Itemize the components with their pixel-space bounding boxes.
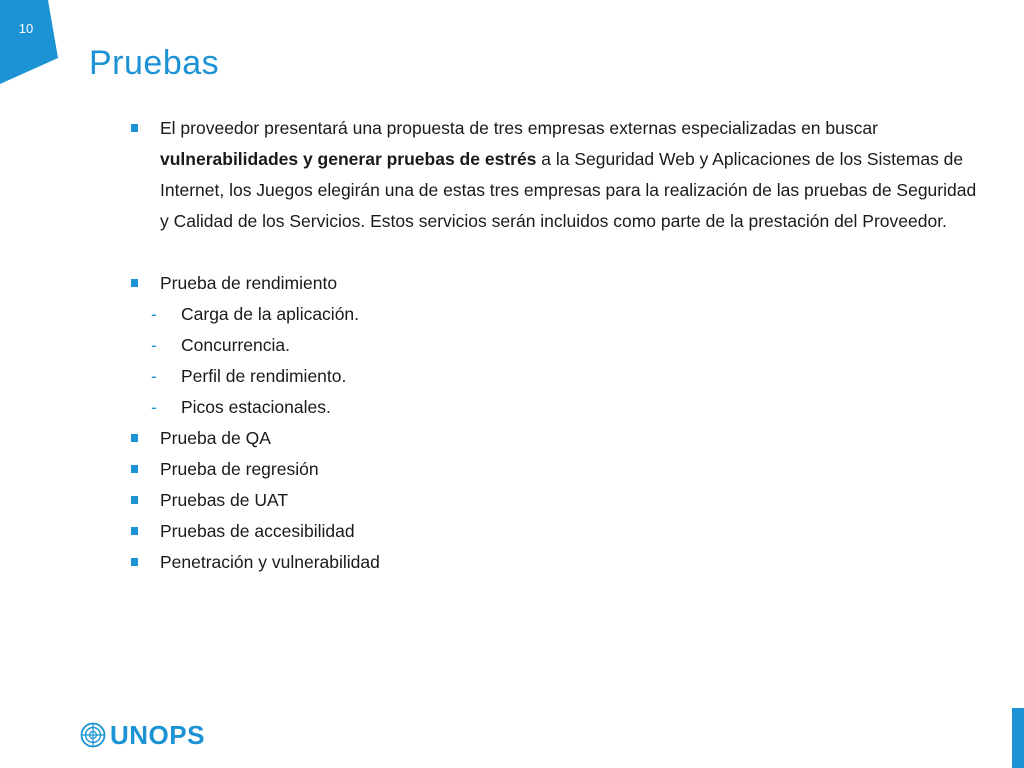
dash-bullet-icon: - (151, 335, 157, 355)
sub-item-label: Picos estacionales. (181, 397, 331, 417)
sub-item-load (0, 299, 1000, 330)
un-emblem-icon (80, 722, 106, 748)
intro-text-bold: vulnerabilidades y generar pruebas de estrés (160, 149, 537, 169)
square-bullet-icon (131, 496, 138, 504)
sub-item-concurrency (0, 330, 1000, 361)
square-bullet-icon (131, 465, 138, 473)
sub-item-label: Concurrencia. (181, 335, 290, 355)
unops-logo (80, 720, 205, 750)
square-bullet-icon (131, 124, 138, 132)
bullet-item-qa (0, 423, 980, 454)
intro-text-start: El proveedor presentará una propuesta de tres empresas externas especializadas en buscar (160, 118, 878, 138)
sub-item-peaks (0, 392, 1000, 423)
bullet-item-performance (0, 268, 980, 299)
bullet-item-intro (0, 113, 980, 237)
bullet-item-uat (0, 485, 980, 516)
bullet-item-accessibility (0, 516, 980, 547)
logo-text: UNOPS (110, 720, 205, 750)
dash-bullet-icon: - (151, 366, 157, 386)
page-number-badge (0, 0, 58, 84)
spacer (0, 237, 1000, 268)
square-bullet-icon (131, 434, 138, 442)
sub-item-profile (0, 361, 1000, 392)
page-number: 10 (18, 21, 34, 36)
bullet-item-label: Prueba de QA (160, 428, 271, 448)
square-bullet-icon (131, 558, 138, 566)
dash-bullet-icon: - (151, 304, 157, 324)
bullet-item-label: Prueba de rendimiento (160, 273, 338, 293)
bullet-item-label: Penetración y vulnerabilidad (160, 552, 380, 572)
slide-content (0, 113, 1000, 578)
bullet-item-label: Pruebas de UAT (160, 490, 289, 510)
bullet-item-label: Prueba de regresión (160, 459, 319, 479)
slide-title: Pruebas (89, 44, 220, 82)
square-bullet-icon (131, 279, 138, 287)
dash-bullet-icon: - (151, 397, 157, 417)
bullet-item-penetration (0, 547, 980, 578)
bullet-item-label: Pruebas de accesibilidad (160, 521, 355, 541)
sub-item-label: Perfil de rendimiento. (181, 366, 347, 386)
bullet-item-regression (0, 454, 980, 485)
square-bullet-icon (131, 527, 138, 535)
sub-item-label: Carga de la aplicación. (181, 304, 360, 324)
intro-text-end: a la Seguridad Web y Aplicaciones de los Sistemas de Internet, los Juegos elegirán una de estas tres empresas para la realización de las pruebas de Seguridad y Calidad de los Servicios. Estos servicios serán incluidos como parte de la prestación del Proveedor. (160, 149, 977, 231)
accent-bar (1012, 708, 1024, 768)
